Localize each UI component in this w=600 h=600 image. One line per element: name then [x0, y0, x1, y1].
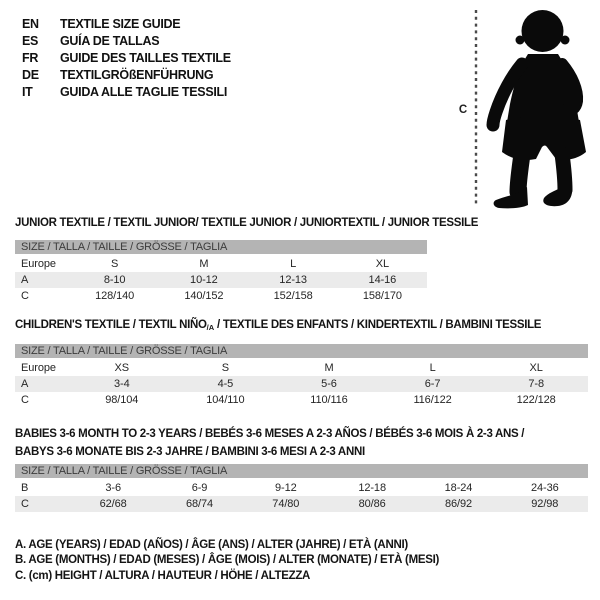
- size-value: M: [324, 362, 334, 374]
- size-header-bar: SIZE / TALLA / TAILLE / GRÖSSE / TAGLIA: [15, 240, 427, 254]
- size-value: XS: [114, 362, 130, 374]
- size-value: 110/116: [310, 394, 348, 406]
- children-title-subscript: /A: [206, 323, 215, 332]
- measurement-figure: [450, 4, 600, 211]
- toddler-silhouette-icon: [450, 4, 600, 211]
- table-row: [15, 272, 427, 288]
- size-value: 10-12: [190, 274, 218, 286]
- size-value: 80/86: [358, 498, 386, 510]
- size-value: 140/152: [184, 290, 224, 302]
- language-title: TEXTILE SIZE GUIDE: [60, 16, 181, 31]
- size-value: L: [429, 362, 436, 374]
- size-header-bar: SIZE / TALLA / TAILLE / GRÖSSE / TAGLIA: [15, 464, 588, 478]
- row-label: B: [21, 482, 29, 494]
- row-label: C: [21, 498, 29, 510]
- size-value: 68/74: [185, 498, 213, 510]
- size-value: 14-16: [368, 274, 397, 286]
- footnote-c: C. (cm) HEIGHT / ALTURA / HAUTEUR / HÖHE / ALTEZZA: [15, 569, 311, 582]
- size-value: 5-6: [321, 378, 337, 390]
- babies-title-line1: BABIES 3-6 MONTH TO 2-3 YEARS / BEBÉS 3-6 MESES A 2-3 AÑOS / BÉBÉS 3-6 MOIS À 2-3 ANS /: [15, 428, 525, 440]
- size-value: 12-13: [279, 274, 307, 286]
- table-row: [15, 376, 588, 392]
- language-row-es: [22, 32, 231, 49]
- size-value: XL: [375, 258, 389, 270]
- size-value: 8-10: [103, 274, 126, 286]
- language-code: FR: [22, 50, 39, 65]
- row-label: Europe: [21, 258, 56, 270]
- language-title: TEXTILGRÖßENFÜHRUNG: [60, 67, 214, 82]
- size-header-bar: SIZE / TALLA / TAILLE / GRÖSSE / TAGLIA: [15, 344, 588, 358]
- language-title-list: [22, 15, 231, 100]
- table-row: [15, 496, 588, 512]
- language-row-it: [22, 83, 231, 100]
- size-value: 7-8: [528, 378, 544, 390]
- babies-section-title: [15, 425, 590, 461]
- table-row: [15, 256, 427, 272]
- babies-size-table: [15, 464, 588, 512]
- size-value: 18-24: [444, 482, 473, 494]
- row-label: Europe: [21, 362, 56, 374]
- language-title: GUIDE DES TAILLES TEXTILE: [60, 50, 231, 65]
- size-value: 3-4: [113, 378, 130, 390]
- language-title: GUÍA DE TALLAS: [60, 33, 160, 48]
- row-label: A: [21, 274, 29, 286]
- table-row: [15, 360, 588, 376]
- language-code: IT: [22, 84, 33, 99]
- size-value: 6-7: [424, 378, 441, 390]
- size-value: 24-36: [530, 482, 559, 494]
- size-value: S: [111, 258, 119, 270]
- size-value: S: [221, 362, 230, 374]
- size-value: 86/92: [444, 498, 472, 510]
- children-section-title: [15, 319, 541, 332]
- language-code: ES: [22, 33, 39, 48]
- size-value: 122/128: [516, 394, 556, 406]
- language-code: DE: [22, 67, 39, 82]
- table-row: [15, 288, 427, 304]
- language-code: EN: [22, 16, 39, 31]
- size-value: 4-5: [217, 378, 234, 390]
- language-row-fr: [22, 49, 231, 66]
- row-label: C: [21, 290, 29, 302]
- footnote-b: B. AGE (MONTHS) / EDAD (MESES) / ÂGE (MOIS) / ALTER (MONATE) / ETÀ (MESI): [15, 554, 440, 567]
- size-value: 12-18: [358, 482, 386, 494]
- size-value: 62/68: [99, 498, 127, 510]
- size-value: 158/170: [362, 290, 402, 302]
- language-title: GUIDA ALLE TAGLIE TESSILI: [60, 84, 228, 99]
- size-value: 92/98: [531, 498, 559, 510]
- size-value: 9-12: [275, 482, 297, 494]
- junior-section-title: JUNIOR TEXTILE / TEXTIL JUNIOR/ TEXTILE JUNIOR / JUNIORTEXTIL / JUNIOR TESSILE: [15, 217, 479, 229]
- size-value: 152/158: [273, 290, 313, 302]
- footnote-a: A. AGE (YEARS) / EDAD (AÑOS) / ÂGE (ANS) / ALTER (JAHRE) / ETÀ (ANNI): [15, 539, 408, 551]
- size-value: 74/80: [272, 498, 300, 510]
- size-value: M: [199, 258, 209, 270]
- junior-size-table: [15, 240, 427, 304]
- size-value: L: [290, 258, 297, 270]
- size-value: 104/110: [206, 394, 245, 406]
- size-value: 6-9: [191, 482, 208, 494]
- language-row-en: [22, 15, 231, 32]
- size-value: 128/140: [95, 290, 135, 302]
- size-value: 98/104: [105, 394, 139, 406]
- size-value: XL: [529, 362, 543, 374]
- row-label: C: [21, 394, 29, 406]
- children-size-table: [15, 344, 588, 408]
- children-title-part2: / TEXTILE DES ENFANTS / KINDERTEXTIL / BAMBINI TESSILE: [214, 319, 542, 331]
- measure-label-c: C: [458, 104, 468, 116]
- table-row: [15, 392, 588, 408]
- babies-title-line2: BABYS 3-6 MONATE BIS 2-3 JAHRE / BAMBINI 3-6 MESI A 2-3 ANNI: [15, 446, 365, 458]
- size-value: 3-6: [105, 482, 121, 494]
- language-row-de: [22, 66, 231, 83]
- table-row: [15, 480, 588, 496]
- size-value: 116/122: [413, 394, 452, 406]
- children-title-part1: CHILDREN'S TEXTILE / TEXTIL NIÑO: [15, 319, 207, 331]
- row-label: A: [21, 378, 29, 390]
- footnote-legend: [15, 538, 439, 584]
- toddler-silhouette-shape: [493, 10, 586, 208]
